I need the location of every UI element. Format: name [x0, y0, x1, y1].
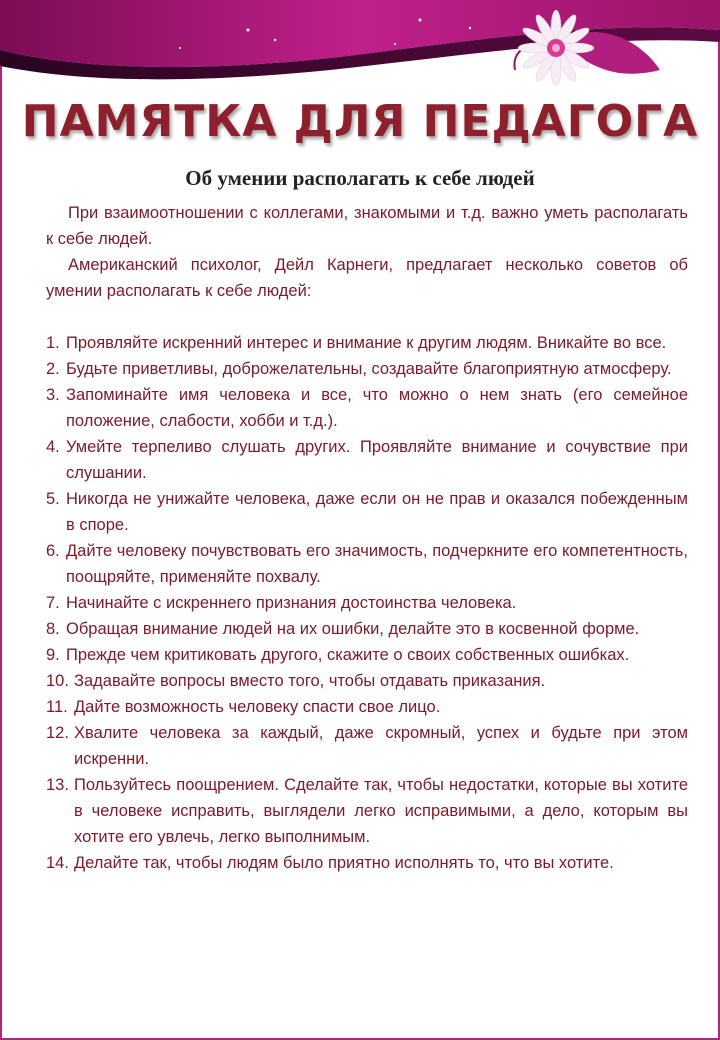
list-item-text: Прежде чем критиковать другого, скажите о своих собственных ошибках. [66, 646, 630, 664]
list-item [46, 538, 688, 590]
list-item [46, 720, 688, 772]
list-item-number: 11. [46, 698, 68, 716]
list-item [46, 590, 688, 616]
list-item-number: 7. [46, 594, 60, 612]
list-item [46, 434, 688, 486]
list-item-text: Будьте приветливы, доброжелательны, создавайте благоприятную атмосферу. [66, 360, 672, 378]
list-item [46, 356, 688, 382]
list-item-text: Хвалите человека за каждый, даже скромный, успех и будьте при этом искренни. [74, 724, 688, 768]
list-item-number: 13. [46, 776, 69, 794]
list-item-number: 14. [46, 854, 69, 872]
list-item [46, 382, 688, 434]
list-item-text: Умейте терпеливо слушать других. Проявляйте внимание и сочувствие при слушании. [66, 438, 688, 482]
content [46, 200, 688, 876]
list-item [46, 668, 688, 694]
list-item-number: 3. [46, 386, 60, 404]
list-item-number: 2. [46, 360, 60, 378]
list-item [46, 616, 688, 642]
list-item-number: 5. [46, 490, 60, 508]
list-item-number: 9. [46, 646, 60, 664]
list-item-text: Обращая внимание людей на их ошибки, делайте это в косвенной форме. [66, 620, 640, 638]
list-item-text: Никогда не унижайте человека, даже если он не прав и оказался побежденным в споре. [66, 490, 688, 534]
intro-paragraph: При взаимоотношении с коллегами, знакомыми и т.д. важно уметь располагать к себе людей. [46, 204, 688, 248]
list-item [46, 772, 688, 850]
list-item [46, 642, 688, 668]
list-item-text: Проявляйте искренний интерес и внимание к другим людям. Вникайте во все. [66, 334, 667, 352]
list-item-text: Начинайте с искреннего признания достоинства человека. [66, 594, 517, 612]
list-item-number: 1. [46, 334, 60, 352]
list-item-number: 12. [46, 724, 69, 742]
intro-paragraph: Американский психолог, Дейл Карнеги, предлагает несколько советов об умении располагать к себе людей: [46, 256, 688, 300]
list-item-text: Пользуйтесь поощрением. Сделайте так, чтобы недостатки, которые вы хотите в человеке исправить, выглядели легко исправимыми, а дело, которым вы хотите его увлечь, легко выполнимым. [74, 776, 688, 846]
list-item-text: Задавайте вопросы вместо того, чтобы отдавать приказания. [74, 672, 546, 690]
list-item-text: Запоминайте имя человека и все, что можно о нем знать (его семейное положение, слабости, хобби и т.д.). [66, 386, 688, 430]
list-item [46, 850, 688, 876]
list-item-number: 8. [46, 620, 60, 638]
header-decoration [0, 0, 720, 110]
page-subtitle: Об умении располагать к себе людей [185, 166, 535, 190]
list-item [46, 694, 688, 720]
list-item-text: Дайте человеку почувствовать его значимость, подчеркните его компетентность, поощряйте, применяйте похвалу. [66, 542, 688, 586]
list-item-number: 6. [46, 542, 60, 560]
list-item [46, 486, 688, 538]
page-title: ПАМЯТКА ДЛЯ ПЕДАГОГА [21, 96, 699, 147]
list-item-number: 4. [46, 438, 60, 456]
tips-list [46, 330, 688, 876]
list-item-text: Дайте возможность человеку спасти свое лицо. [74, 698, 441, 716]
list-item [46, 330, 688, 356]
list-item-number: 10. [46, 672, 69, 690]
list-item-text: Делайте так, чтобы людям было приятно исполнять то, что вы хотите. [74, 854, 614, 872]
